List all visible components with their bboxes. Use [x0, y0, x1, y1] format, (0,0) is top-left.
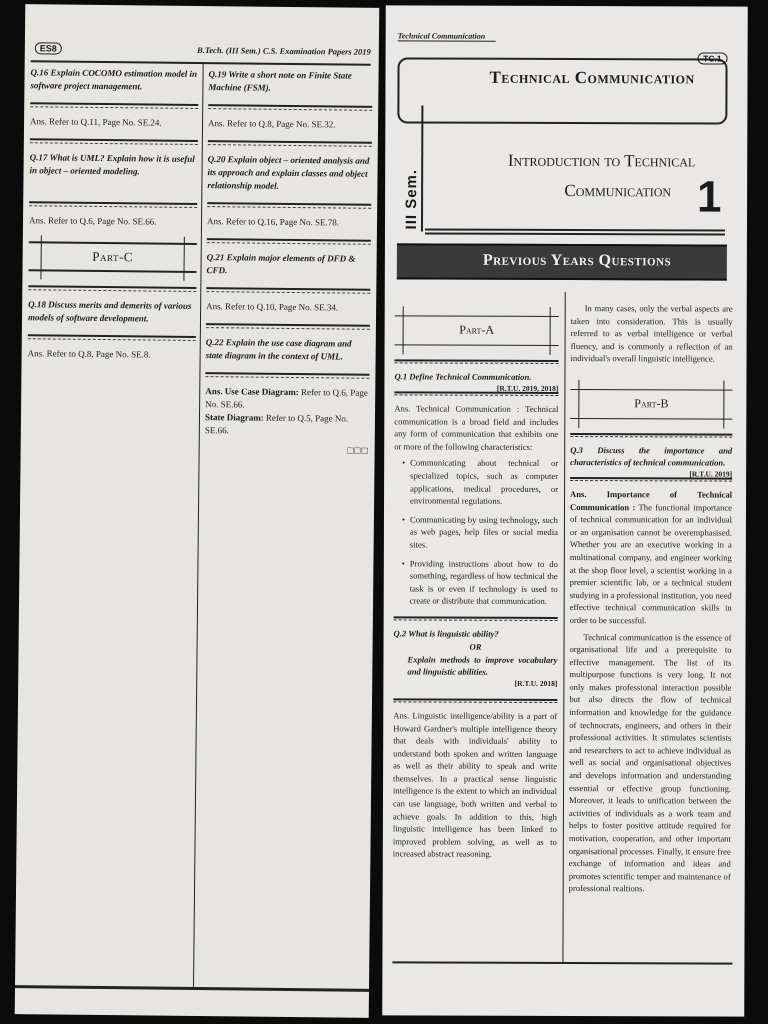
separator [570, 433, 732, 438]
bottom-rule [392, 961, 732, 964]
list-item: • Communicating about technical or specialized topics, such as computer applications, medical procedures, or environmental regulations. [402, 457, 558, 508]
question-2-or: OR [469, 641, 482, 652]
characteristics-list [402, 457, 559, 608]
right-page-column-b [569, 302, 733, 896]
question-16: Q.16 Explain COCOMO estimation model in software project management. [30, 67, 198, 92]
question-3-reference: [R.T.U. 2019] [689, 469, 733, 479]
question-1-text: Q.1 Define Technical Communication. [394, 371, 532, 382]
chapter-title [445, 146, 695, 207]
question-2-reference: [R.T.U. 2018] [514, 678, 558, 688]
answer-1-label: Ans. Technical Communication : [394, 403, 520, 414]
answer-1-intro: Technical communication is a broad field and includes any form of communication that exhibits one or more of the following characteristics: [394, 403, 559, 452]
subject-title: Technical Communication [489, 67, 695, 88]
answer-3 [570, 488, 732, 627]
chapter-rule [425, 229, 725, 236]
part-a-heading [395, 315, 559, 346]
question-20: Q.20 Explain object – oriented analysis and its approach and explain classes and object relationship model. [207, 154, 370, 191]
question-17: Q.17 What is UML? Explain how it is useful in object – oriented modeling. [29, 152, 195, 177]
answer-1 [394, 402, 558, 453]
column-divider [562, 292, 565, 962]
question-19: Q.19 Write a short note on Finite State Machine (FSM). [208, 69, 352, 93]
question-3-text: Q.3 Discuss the importance and characteristics of technical communication. [570, 444, 733, 468]
separator [206, 323, 370, 330]
part-a-label: Part-A [459, 322, 495, 337]
part-c-heading [29, 241, 197, 273]
separator [30, 138, 198, 145]
left-page-number: ES8 [35, 42, 62, 54]
answer-3-text: The functional importance of technical communication for an individual or an organisation cannot be overemphasised. Whether you are an executive working in a multinational company, and engineer working at the shop floor level, a scientist working in a premier scientific lab, or a technical student studying in a professional institution, you need effective technical communication skills in order to be successful. [569, 501, 733, 626]
question-3 [570, 444, 733, 479]
answer-16: Ans. Refer to Q.11, Page No. SE.24. [30, 116, 162, 128]
bottom-rule [15, 985, 369, 992]
list-item: • Communicating by using technology, such as web pages, help files or social media sites. [402, 513, 558, 551]
left-column [28, 66, 199, 362]
semester-text: III Sem. [402, 168, 421, 230]
part-c-label: Part-C [92, 248, 134, 265]
question-2 [393, 627, 557, 690]
part-b-label: Part-B [634, 396, 669, 411]
question-18: Q.18 Discuss merits and demerits of various models of software development. [27, 299, 192, 324]
question-2-text: Q.2 What is linguistic ability? [393, 628, 499, 639]
separator [28, 285, 196, 292]
question-2-alt-text: Explain methods to improve vocabulary and linguistic abilities. [407, 654, 558, 677]
right-page-number: TC.1 [697, 52, 727, 64]
left-page [15, 4, 380, 1018]
separator [29, 201, 197, 208]
separator [30, 102, 198, 109]
separator [207, 202, 371, 209]
part-b-heading [570, 389, 732, 420]
answer-2: Ans. Linguistic intelligence/ability is a part of Howard Gardner's multiple intelligence theory that deals with individuals' ability to understand both spoken and written language as well as their ability to speak and write themselves. In a practical sense linguistic intelligence is the extent to which an individual can use language, both written and verbal to achieve goals. In addition to this, high linguistic intelligence has been linked to improved problem solving, as well as to increased abstract reasoning. [392, 710, 558, 860]
paragraph-verbal-intelligence: In many cases, only the verbal aspects are taken into consideration. This is usually referred to as verbal intelligence or verbal fluency, and is commonly a reflection of an individual's overall linguistic intelligence. [570, 303, 733, 364]
right-column [205, 68, 373, 458]
answer-22-label-2: State Diagram: [204, 412, 264, 423]
running-head: B.Tech. (III Sem.) C.S. Examination Papers 2019 [197, 44, 371, 57]
semester-label [399, 105, 423, 231]
question-1 [394, 370, 559, 393]
right-page [382, 5, 748, 1016]
chapter-number: 1 [697, 172, 722, 222]
section-banner-text: Previous Years Questions [482, 251, 672, 270]
list-item: • Providing instructions about how to do something, regardless of how technical the task is or even if technology is used to create or distribute that communication. [402, 557, 558, 608]
right-page-column-a [393, 301, 559, 861]
separator [395, 359, 559, 364]
chapter-title-line-1: Introduction to Technical [507, 150, 696, 171]
answer-22-label-1: Ans. Use Case Diagram: [205, 386, 299, 398]
subject-tag: Technical Communication [398, 31, 496, 41]
end-of-section-mark: □□□ [347, 445, 369, 457]
separator [208, 104, 372, 111]
section-banner [397, 243, 727, 280]
separator [205, 372, 369, 379]
answer-3-label: Ans. Importance of Technical Communication : [569, 488, 733, 512]
answer-22-text-2: Refer to Q.5, Page No. SE.66. [204, 412, 349, 436]
paragraph-essence: Technical communication is the essence of organisational life and a prerequisite to effective management. The list of its multipurpose functions is very long. It not only makes professional interaction possible but also directs the flow of technical information and knowledge for the guidance of technocrats, engineers, and others in their professional activities. It stimulates scientists and researchers to act to achieve individual as well as social and organisational objectives and develops information and understanding essential or effective group functioning. Moreover, it leads to unification between the activities of individuals as a work team and helps to foster positive attitude required for motivation, cooperation, and other important organisational processes. Finally, it ensure free exchange of information and ideas and promotes scientific temper and maintenance of professional realtions. [568, 631, 732, 894]
separator [394, 616, 558, 621]
answer-22-text-1: Refer to Q.6, Page No. SE.66. [205, 387, 368, 410]
answer-18: Ans. Refer to Q.8, Page No. SE.8. [27, 348, 151, 360]
answer-19: Ans. Refer to Q.8, Page No. SE.32. [208, 118, 336, 130]
separator [393, 698, 557, 703]
answer-17: Ans. Refer to Q.6, Page No. SE.66. [28, 215, 157, 227]
question-1-reference: [R.T.U. 2019, 2018] [496, 383, 559, 393]
answer-22 [205, 385, 370, 439]
chapter-title-line-2: Communication [564, 180, 672, 201]
separator [207, 238, 371, 245]
question-21: Q.21 Explain major elements of DFD & CFD. [206, 252, 356, 276]
separator [28, 334, 196, 341]
answer-20: Ans. Refer to Q.16, Page No. SE.78. [206, 216, 340, 228]
separator [206, 287, 370, 294]
answer-21: Ans. Refer to Q.10, Page No. SE.34. [206, 301, 339, 313]
separator [208, 140, 372, 147]
question-22: Q.22 Explain the use case diagram and state diagram in the context of UML. [205, 337, 352, 362]
